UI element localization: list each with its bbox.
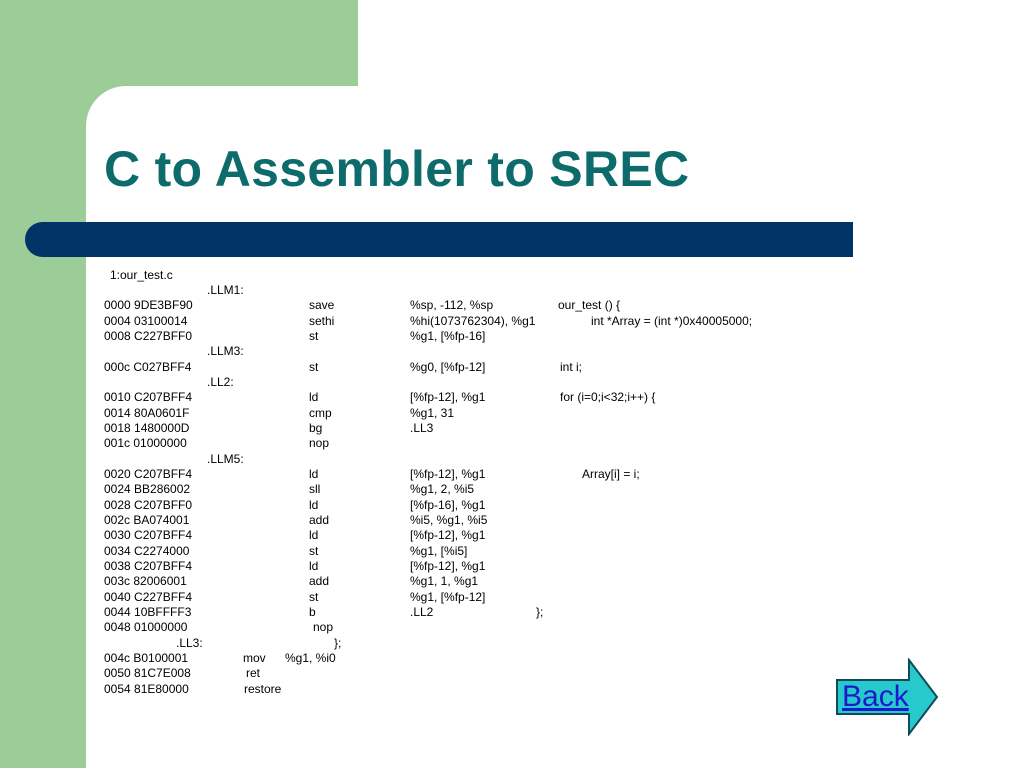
address-hex: 001c 01000000 bbox=[104, 436, 187, 450]
c-source: int i; bbox=[560, 360, 583, 374]
opcode: ld bbox=[309, 498, 319, 512]
c-source: }; bbox=[536, 605, 544, 619]
operands: [%fp-16], %g1 bbox=[410, 498, 486, 512]
address-hex: 0000 9DE3BF90 bbox=[104, 298, 193, 312]
asm-label: .LL3: bbox=[176, 636, 203, 650]
slide-title: C to Assembler to SREC bbox=[104, 141, 690, 197]
opcode: cmp bbox=[309, 406, 332, 420]
opcode: ret bbox=[246, 666, 261, 680]
operands: %g1, 1, %g1 bbox=[410, 574, 479, 588]
operands: %g1, [%i5] bbox=[410, 544, 468, 558]
c-source: }; bbox=[334, 636, 342, 650]
address-hex: 002c BA074001 bbox=[104, 513, 190, 527]
opcode: sethi bbox=[309, 314, 335, 328]
operands: [%fp-12], %g1 bbox=[410, 528, 486, 542]
address-hex: 0010 C207BFF4 bbox=[104, 390, 193, 404]
asm-label: .LLM1: bbox=[207, 283, 244, 297]
opcode: st bbox=[309, 590, 319, 604]
address-hex: 0028 C207BFF0 bbox=[104, 498, 193, 512]
opcode: bg bbox=[309, 421, 323, 435]
address-hex: 0008 C227BFF0 bbox=[104, 329, 193, 343]
c-source: int *Array = (int *)0x40005000; bbox=[591, 314, 753, 328]
operands: [%fp-12], %g1 bbox=[410, 390, 486, 404]
opcode: add bbox=[309, 574, 330, 588]
address-hex: 0040 C227BFF4 bbox=[104, 590, 193, 604]
operands: .LL2 bbox=[410, 605, 434, 619]
opcode: ld bbox=[309, 390, 319, 404]
address-hex: 003c 82006001 bbox=[104, 574, 187, 588]
opcode: restore bbox=[244, 682, 282, 696]
asm-label: .LL2: bbox=[207, 375, 234, 389]
address-hex: 0030 C207BFF4 bbox=[104, 528, 193, 542]
operands: %g1, [%fp-16] bbox=[410, 329, 486, 343]
c-source: our_test () { bbox=[558, 298, 621, 312]
operands: %sp, -112, %sp bbox=[410, 298, 494, 312]
operands: %g1, [%fp-12] bbox=[410, 590, 486, 604]
address-hex: 0024 BB286002 bbox=[104, 482, 191, 496]
address-hex: 0054 81E80000 bbox=[104, 682, 189, 696]
opcode: ld bbox=[309, 528, 319, 542]
back-link-label[interactable]: Back bbox=[842, 680, 909, 713]
address-hex: 0004 03100014 bbox=[104, 314, 188, 328]
operands: %g1, %i0 bbox=[285, 651, 336, 665]
operands: %g1, 31 bbox=[410, 406, 455, 420]
operands: %g1, 2, %i5 bbox=[410, 482, 475, 496]
address-hex: 0048 01000000 bbox=[104, 620, 188, 634]
operands: %hi(1073762304), %g1 bbox=[410, 314, 536, 328]
operands: .LL3 bbox=[410, 421, 434, 435]
operands: %i5, %g1, %i5 bbox=[410, 513, 488, 527]
address-hex: 000c C027BFF4 bbox=[104, 360, 192, 374]
opcode: nop bbox=[309, 436, 330, 450]
opcode: st bbox=[309, 360, 319, 374]
back-button[interactable] bbox=[835, 658, 939, 736]
address-hex: 004c B0100001 bbox=[104, 651, 189, 665]
address-hex: 0038 C207BFF4 bbox=[104, 559, 193, 573]
address-hex: 0034 C2274000 bbox=[104, 544, 190, 558]
operands: [%fp-12], %g1 bbox=[410, 467, 486, 481]
asm-label: .LLM3: bbox=[207, 344, 244, 358]
opcode: ld bbox=[309, 467, 319, 481]
operands: [%fp-12], %g1 bbox=[410, 559, 486, 573]
opcode: nop bbox=[313, 620, 334, 634]
file-label: 1:our_test.c bbox=[110, 268, 173, 282]
asm-label: .LLM5: bbox=[207, 452, 244, 466]
c-source: Array[i] = i; bbox=[582, 467, 640, 481]
operands: %g0, [%fp-12] bbox=[410, 360, 486, 374]
address-hex: 0020 C207BFF4 bbox=[104, 467, 193, 481]
address-hex: 0044 10BFFFF3 bbox=[104, 605, 192, 619]
opcode: save bbox=[309, 298, 335, 312]
address-hex: 0050 81C7E008 bbox=[104, 666, 191, 680]
opcode: b bbox=[309, 605, 316, 619]
opcode: sll bbox=[309, 482, 321, 496]
address-hex: 0018 1480000D bbox=[104, 421, 190, 435]
opcode: mov bbox=[243, 651, 266, 665]
opcode: st bbox=[309, 329, 319, 343]
opcode: add bbox=[309, 513, 330, 527]
opcode: st bbox=[309, 544, 319, 558]
address-hex: 0014 80A0601F bbox=[104, 406, 190, 420]
opcode: ld bbox=[309, 559, 319, 573]
c-source: for (i=0;i<32;i++) { bbox=[560, 390, 656, 404]
